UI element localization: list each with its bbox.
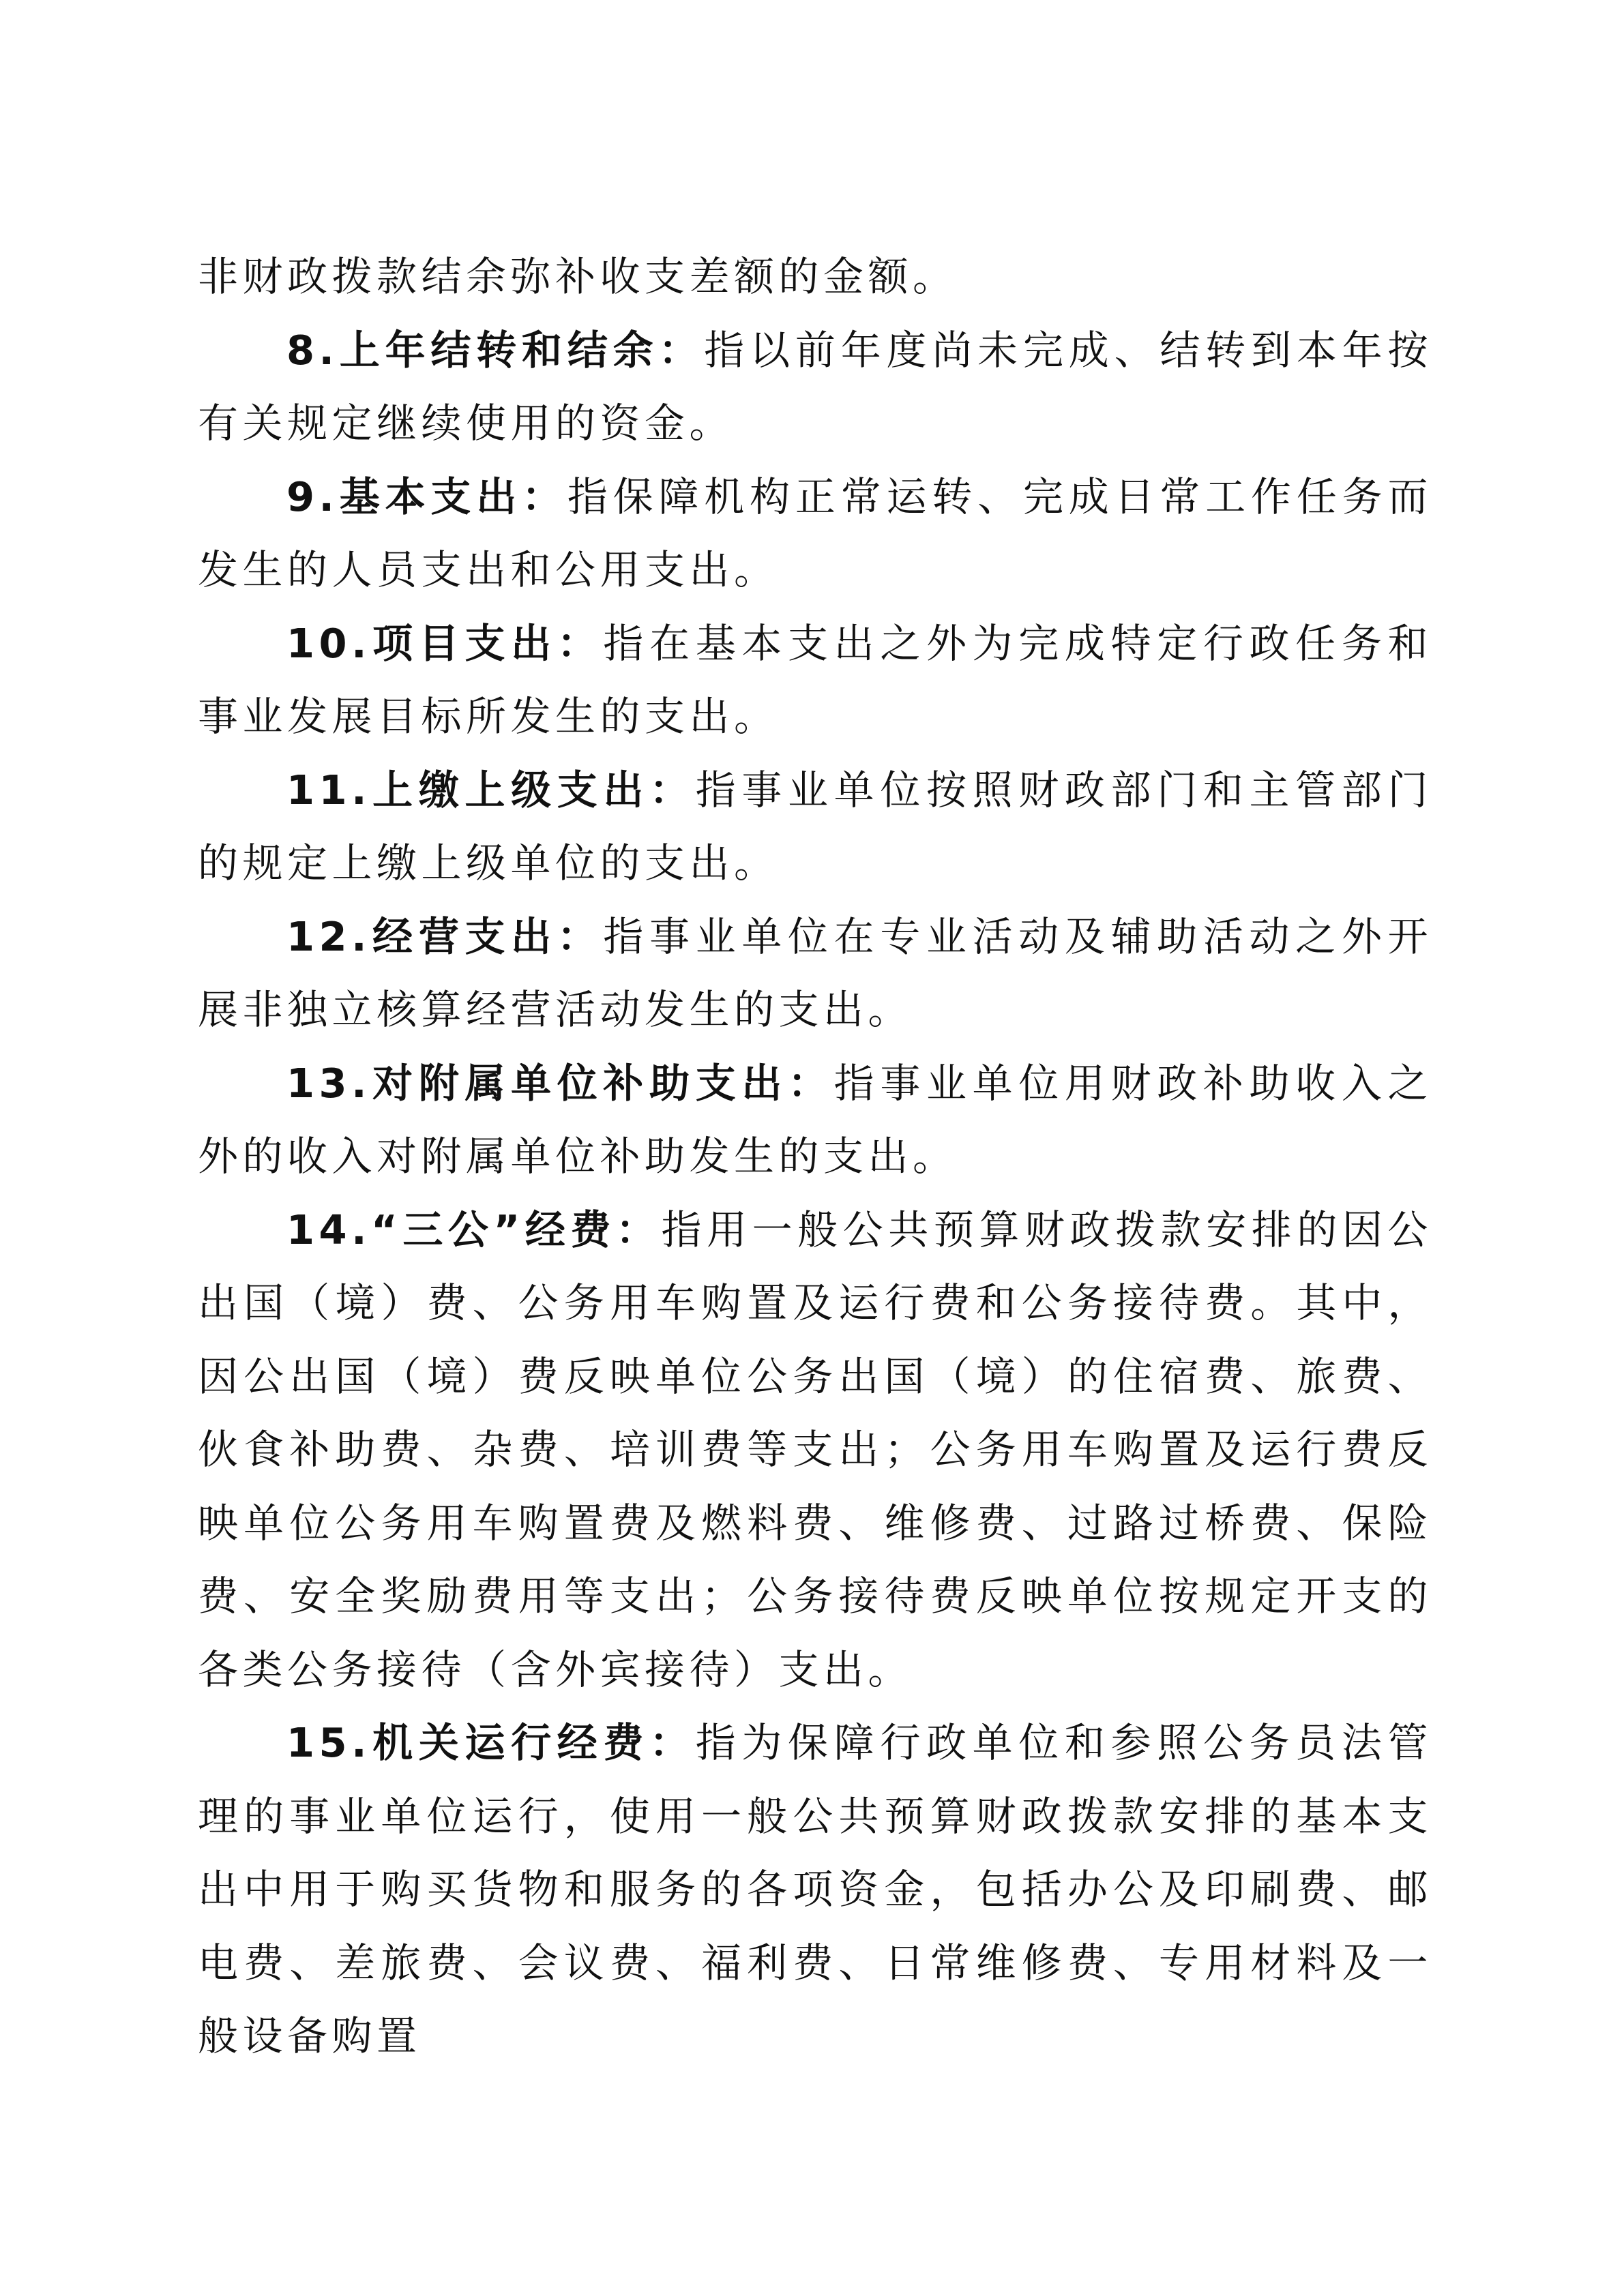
paragraph-text: 指保障机构正常运转、完成日常工作任务而发生的人员支出和公用支出。 — [198, 473, 1432, 593]
paragraph-item-10 — [198, 607, 1432, 754]
term-label: 8.上年结转和结余： — [286, 326, 705, 374]
paragraph-text: 指事业单位用财政补助收入之外的收入对附属单位补助发生的支出。 — [198, 1059, 1432, 1180]
paragraph-item-9 — [198, 460, 1432, 607]
term-label: 11.上缴上级支出： — [286, 766, 696, 814]
paragraph-item-12 — [198, 900, 1432, 1047]
term-label: 9.基本支出： — [286, 473, 567, 520]
paragraph-item-14 — [198, 1193, 1432, 1707]
paragraph-text: 指事业单位在专业活动及辅助活动之外开展非独立核算经营活动发生的支出。 — [198, 912, 1432, 1033]
paragraph-text: 非财政拨款结余弥补收支差额的金额。 — [198, 253, 958, 300]
paragraph-item-15 — [198, 1706, 1432, 2073]
paragraph-text: 指在基本支出之外为完成特定行政任务和事业发展目标所发生的支出。 — [198, 619, 1432, 740]
term-label: 10.项目支出： — [286, 619, 604, 667]
paragraph-continuation — [198, 240, 1432, 314]
paragraph-item-8 — [198, 314, 1432, 460]
paragraph-item-11 — [198, 754, 1432, 900]
paragraph-text: 指以前年度尚未完成、结转到本年按有关规定继续使用的资金。 — [198, 326, 1432, 447]
term-label: 15.机关运行经费： — [286, 1719, 696, 1766]
paragraph-text: 指为保障行政单位和参照公务员法管理的事业单位运行，使用一般公共预算财政拨款安排的基本支出中用于购买货物和服务的各项资金，包括办公及印刷费、邮电费、差旅费、会议费、福利费、日常维修费、专用材料及一般设备购置 — [198, 1719, 1432, 2059]
paragraph-item-13 — [198, 1047, 1432, 1193]
term-label: 14.“三公”经费： — [286, 1206, 662, 1253]
document-body — [198, 240, 1432, 2073]
term-label: 12.经营支出： — [286, 912, 604, 960]
paragraph-text: 指用一般公共预算财政拨款安排的因公出国（境）费、公务用车购置及运行费和公务接待费。其中，因公出国（境）费反映单位公务出国（境）的住宿费、旅费、伙食补助费、杂费、培训费等支出；公务用车购置及运行费反映单位公务用车购置费及燃料费、维修费、过路过桥费、保险费、安全奖励费用等支出；公务接待费反映单位按规定开支的各类公务接待（含外宾接待）支出。 — [198, 1206, 1432, 1693]
term-label: 13.对附属单位补助支出： — [286, 1059, 834, 1107]
paragraph-text: 指事业单位按照财政部门和主管部门的规定上缴上级单位的支出。 — [198, 766, 1432, 886]
